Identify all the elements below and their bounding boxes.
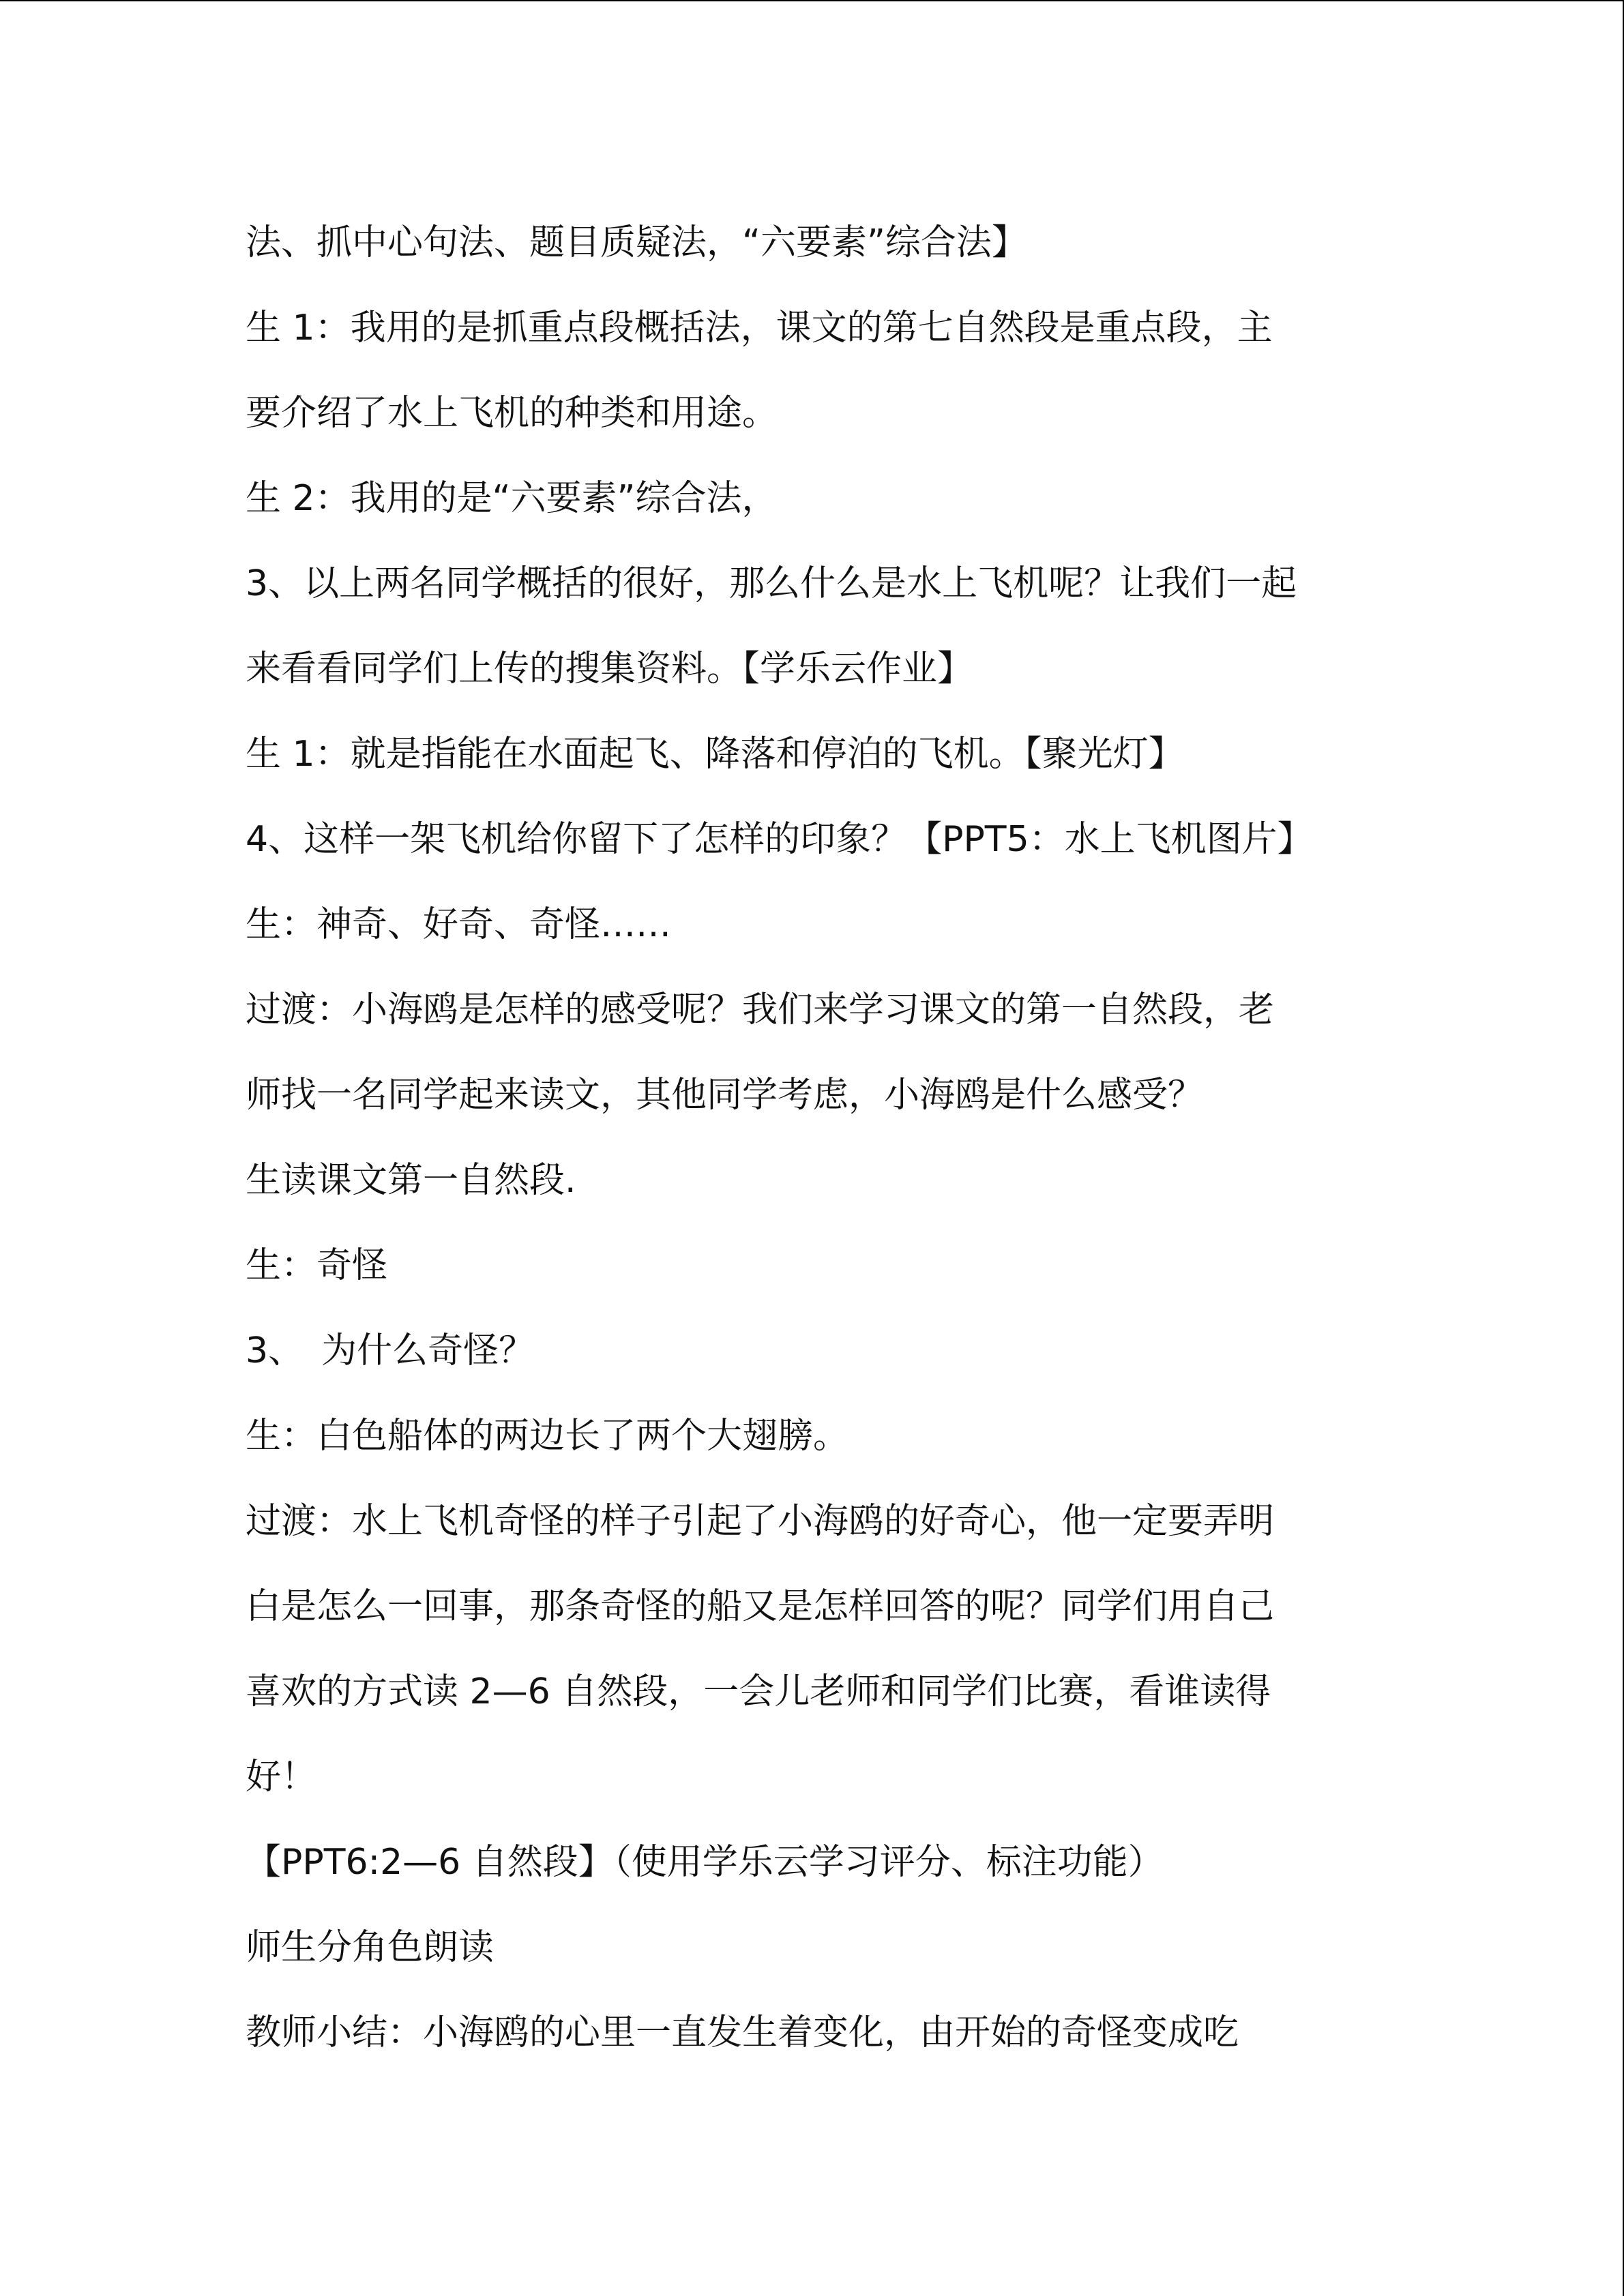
text-line: 3、 为什么奇怪？ [246,1330,535,1371]
text-line: 生：白色船体的两边长了两个大翅膀。 [246,1416,849,1457]
text-line: 【PPT6:2—6 自然段】（使用学乐云学习评分、标注功能） [246,1842,1164,1883]
text-line: 4、这样一架飞机给你留下了怎样的印象？【PPT5：水上飞机图片】 [246,819,1313,860]
text-line: 生 1：我用的是抓重点段概括法，课文的第七自然段是重点段，主 [246,308,1273,348]
text-line: 白是怎么一回事，那条奇怪的船又是怎样回答的呢？同学们用自己 [246,1586,1275,1627]
text-line: 师找一名同学起来读文，其他同学考虑，小海鸥是什么感受？ [246,1075,1204,1116]
text-line: 生 1：就是指能在水面起飞、降落和停泊的飞机。【聚光灯】 [246,734,1184,775]
text-line: 喜欢的方式读 2—6 自然段，一会儿老师和同学们比赛，看谁读得 [246,1671,1271,1712]
text-line: 过渡：小海鸥是怎样的感受呢？我们来学习课文的第一自然段，老 [246,989,1275,1030]
text-line: 3、以上两名同学概括的很好，那么什么是水上飞机呢？让我们一起 [246,563,1297,604]
text-line: 来看看同学们上传的搜集资料。【学乐云作业】 [246,648,973,689]
text-line: 过渡：水上飞机奇怪的样子引起了小海鸥的好奇心，他一定要弄明 [246,1501,1275,1542]
text-line: 师生分角色朗读 [246,1927,494,1968]
document-body [246,200,1391,2076]
text-line: 教师小结：小海鸥的心里一直发生着变化，由开始的奇怪变成吃 [246,2012,1239,2053]
text-line: 法、抓中心句法、题目质疑法，“六要素”综合法】 [246,222,1027,263]
text-line: 生读课文第一自然段. [246,1160,576,1201]
text-line: 生：神奇、好奇、奇怪…… [246,904,672,945]
text-line: 生 2：我用的是“六要素”综合法， [246,478,778,519]
text-line: 要介绍了水上飞机的种类和用途。 [246,393,778,434]
text-line: 生：奇怪 [246,1245,388,1286]
text-line: 好！ [246,1757,317,1798]
